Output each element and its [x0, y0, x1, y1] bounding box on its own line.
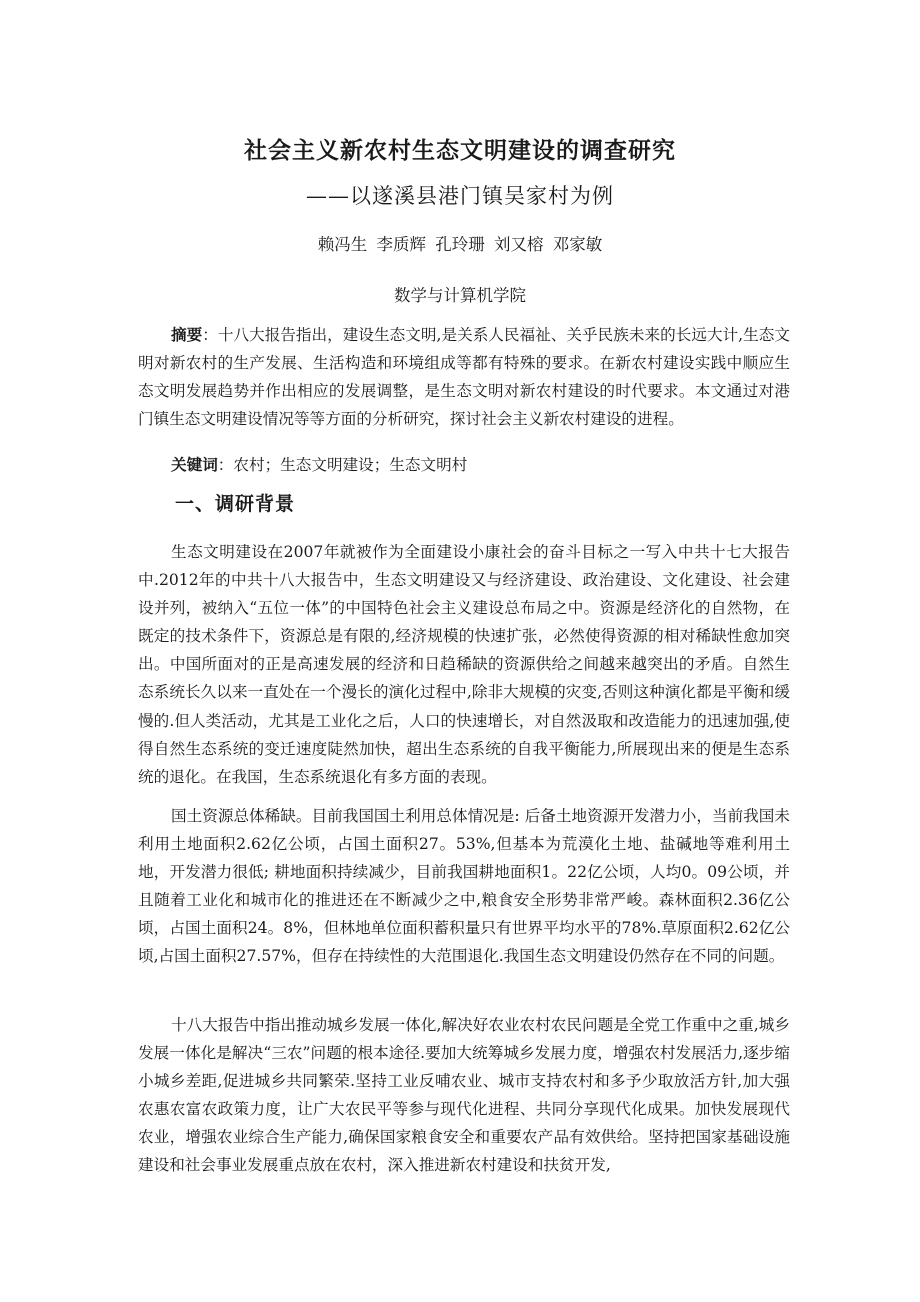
author-list: 赖冯生 李质辉 孔玲珊 刘又榕 邓家敏: [317, 235, 603, 254]
abstract-text: ：十八大报告指出，建设生态文明,是关系人民福祉、关乎民族未来的长远大计,生态文明对新农村的生产发展、生活构造和环境组成等都有特殊的要求。在新农村建设实践中顺应生态文明发展趋势并作出相应的发展调整，是生态文明对新农村建设的时代要求。本文通过对港门镇生态文明建设情况等等方面的分析研究，探讨社会主义新农村建设的进程。: [138, 326, 790, 429]
abstract-label: 摘要: [171, 325, 203, 344]
keywords-text: ：农村；生态文明建设；生态文明村: [217, 456, 468, 474]
paragraph-text: 国土资源总体稀缺。目前我国国土利用总体情况是: 后备土地资源开发潜力小，当前我国未利用土地面积2.62亿公顷，占国土面积27。53%,但基本为荒漠化土地、盐碱地等难利用土地，开发潜力很低; 耕地面积持续减少，目前我国耕地面积1。22亿公顷，人均0。09公顷，并且随着工业化和城市化的推进还在不断减少之中,粮食安全形势非常严峻。森林面积2.36亿公顷，占国土面积24。8%，但林地单位面积蓄积量只有世界平均水平的78%.草原面积2.62亿公顷,占国土面积27.57%，但存在持续性的大范围退化.我国生态文明建设仍然存在不同的问题。: [138, 807, 790, 966]
abstract: [138, 321, 790, 433]
paper-subtitle: ——以遂溪县港门镇吴家村为例: [306, 184, 614, 208]
keywords: [138, 451, 790, 479]
body-paragraph-2: [138, 802, 790, 971]
paper-title: 社会主义新农村生态文明建设的调查研究: [244, 137, 676, 164]
body-paragraph-1: [138, 538, 790, 791]
paragraph-text: 十八大报告中指出推动城乡发展一体化,解决好农业农村农民问题是全党工作重中之重,城乡发展一体化是解决“三农”问题的根本途径.要加大统筹城乡发展力度，增强农村发展活力,逐步缩小城乡差距,促进城乡共同繁荣.坚持工业反哺农业、城市支持农村和多予少取放活方针,加大强农惠农富农政策力度，让广大农民平等参与现代化进程、共同分享现代化成果。加快发展现代农业，增强农业综合生产能力,确保国家粮食安全和重要农产品有效供给。坚持把国家基础设施建设和社会事业发展重点放在农村，深入推进新农村建设和扶贫开发,: [138, 1016, 790, 1175]
keywords-label: 关键词: [171, 455, 218, 474]
section-heading: 一、调研背景: [175, 493, 296, 515]
affiliation: 数学与计算机学院: [394, 286, 526, 305]
body-paragraph-3: [138, 1011, 790, 1180]
paragraph-text: 生态文明建设在2007年就被作为全面建设小康社会的奋斗目标之一写入中共十七大报告中.2012年的中共十八大报告中，生态文明建设又与经济建设、政治建设、文化建设、社会建设并列，被纳入“五位一体”的中国特色社会主义建设总布局之中。资源是经济化的自然物，在既定的技术条件下，资源总是有限的,经济规模的快速扩张，必然使得资源的相对稀缺性愈加突出。中国所面对的正是高速发展的经济和日趋稀缺的资源供给之间越来越突出的矛盾。自然生态系统长久以来一直处在一个漫长的演化过程中,除非大规模的灾变,否则这种演化都是平衡和缓慢的.但人类活动，尤其是工业化之后，人口的快速增长，对自然汲取和改造能力的迅速加强,使得自然生态系统的变迁速度陡然加快，超出生态系统的自我平衡能力,所展现出来的便是生态系统的退化。在我国，生态系统退化有多方面的表现。: [138, 543, 790, 786]
